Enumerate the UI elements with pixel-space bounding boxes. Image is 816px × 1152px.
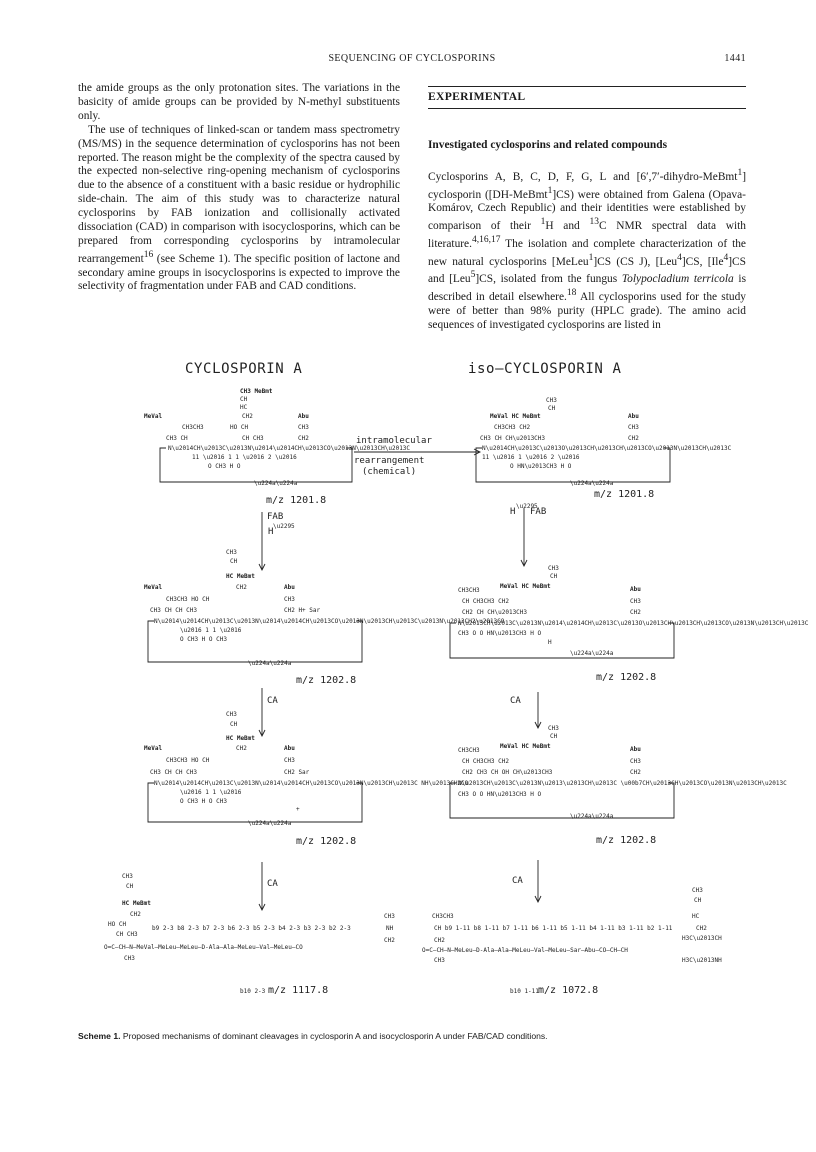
svg-text:HC: HC [692,913,700,920]
superscript: 4 [723,252,729,263]
svg-text:N\u2014\u2014CH\u2013C\u2013N\: N\u2014\u2014CH\u2013C\u2013N\u2014\u2014CH\u2013CO\u2013N\u2013CH\u2013C\u2013N\u2013CH2\u2013CO [154,618,505,625]
svg-text:CH: CH [230,558,238,565]
svg-text:HC MeBmt: HC MeBmt [122,900,151,907]
svg-text:CH3: CH3 [226,549,237,556]
mz-1202-left-a: m/z 1202.8 [296,675,357,686]
ca-label-right-2: CA [512,876,523,886]
paragraph-msms [78,124,400,295]
b10-fragment-right [422,887,722,964]
svg-text:CH3CH3 HO CH: CH3CH3 HO CH [166,757,210,764]
sequence-left: O=C–CH–N–MeVal–MeLeu–MeLeu–D-Ala–Ala–MeLeu–Val–MeLeu–CO [104,944,303,951]
mz-1201-right: m/z 1201.8 [594,489,655,500]
svg-text:CH CH3CH3 CH2: CH CH3CH3 CH2 [462,758,509,765]
cyclosporin-a-title: CYCLOSPORIN A [185,361,303,377]
svg-text:CH3: CH3 [548,725,559,732]
svg-text:Abu: Abu [298,413,309,420]
svg-text:+: + [296,806,300,813]
svg-text:CH2 CH CH\u2013CH3: CH2 CH CH\u2013CH3 [462,609,528,616]
ref-superscript: 16 [143,249,154,260]
mz-1072: m/z 1072.8 [538,985,599,996]
svg-text:O CH3 H O CH3: O CH3 H O CH3 [180,636,227,643]
svg-text:N\u2014CH\u2013C\u2013O\u2013C: N\u2014CH\u2013C\u2013O\u2013CH\u2013CH\u2013CO\u2013N\u2013CH\u2013C [482,445,732,452]
svg-text:\u224a\u224a: \u224a\u224a [248,820,292,827]
svg-text:CH2: CH2 [696,925,707,932]
svg-text:CH2: CH2 [298,435,309,442]
svg-text:CH3 CH CH\u2013CH3: CH3 CH CH\u2013CH3 [480,435,546,442]
svg-text:O CH3 H O: O CH3 H O [208,463,241,470]
svg-text:CH3 CH: CH3 CH [166,435,188,442]
svg-text:NH: NH [386,925,394,932]
svg-text:CH3: CH3 [546,397,557,404]
caption-label: Scheme 1. [78,1031,121,1041]
svg-text:CH: CH [126,883,134,890]
svg-text:N\u2013CH\u2013C\u2013N\u2014\: N\u2013CH\u2013C\u2013N\u2014\u2014CH\u2013C\u2013O\u2013CH\u2013CH\u2013CO\u2013N\u2013CH\u2013C [458,620,809,627]
text-run: All cyclosporins used for the study were of better than 98% purity (HPLC grade). The amino acid sequences of investigated cyclosporins are listed in [428,290,746,331]
svg-text:11 \u2016 1 1 \u2: 11 \u2016 1 1 \u2016 2 \u2016 [192,454,297,461]
svg-text:N\u2013CH\u2013C\u2013N\u2013\: N\u2013CH\u2013C\u2013N\u2013\u2013CH\u2013C \u00b7CH\u2013CH\u2013CO\u2013N\u2013CH\u2013C [458,780,787,787]
svg-text:HC MeBmt: HC MeBmt [226,573,255,580]
running-head-title: SEQUENCING OF CYCLOSPORINS [328,53,496,64]
svg-text:MeVal HC MeBmt: MeVal HC MeBmt [490,413,541,420]
ca-label-right-1: CA [510,696,521,706]
h-plus-left: H [268,527,274,537]
paragraph-msms-end: (see Scheme 1). The specific position of lactone and secondary amine groups in isocyclosporins is expected to improve the selectivity of fragmentation under FAB and CAD conditions. [78,252,400,293]
superscript: 18 [566,287,577,298]
svg-text:\u224a\u224a: \u224a\u224a [570,813,614,820]
svg-text:\u224a\u224a: \u224a\u224a [248,660,292,667]
svg-text:CH3: CH3 [434,957,445,964]
text-run: ]CS, isolated from the fungus [475,273,622,286]
superscript: 1 [588,252,594,263]
svg-text:O HN\u2013CH3 H O: O HN\u2013CH3 H O [510,463,572,470]
text-run: H and [545,219,590,232]
svg-text:MeVal HC MeBmt: MeVal HC MeBmt [500,743,551,750]
text-run: Cyclosporins A, B, C, D, F, G, L and [6′,7′-dihydro-MeBmt [428,170,738,183]
scheme-caption [78,1031,746,1041]
superscript: 4,16,17 [471,234,501,245]
text-run: ]CS and [Leu [428,255,746,286]
text-run: The isolation and complete characterization of the new natural cyclosporins [MeLeu [428,237,746,268]
mz-1202-left-b: m/z 1202.8 [296,836,357,847]
text-run: C NMR spectral data with literature. [428,219,746,250]
svg-text:CH CH3CH3 CH2: CH CH3CH3 CH2 [462,598,509,605]
svg-text:CH3 MeBmt: CH3 MeBmt [240,388,273,395]
svg-text:H3C\u2013NH: H3C\u2013NH [682,957,722,964]
svg-text:\u224a\u224a: \u224a\u224a [570,650,614,657]
svg-text:CH3: CH3 [548,565,559,572]
svg-text:CH3: CH3 [122,873,133,880]
svg-text:CH3: CH3 [692,887,703,894]
ring-opened-iso-cyclosporin-structure [450,725,787,820]
protonated-iso-cyclosporin-structure [450,565,809,658]
fab-label-right: FAB [530,507,547,517]
svg-text:11 \u2016 1: 11 \u2016 1 \u2016 2 \u2016 [482,454,580,461]
svg-text:CH2 CH3 CH OH CH\u2013CH3: CH2 CH3 CH OH CH\u2013CH3 [462,769,553,776]
svg-text:CH3CH3: CH3CH3 [458,587,480,594]
svg-text:CH3 O O HN\u2013CH: CH3 O O HN\u2013CH3 H O [458,630,542,637]
superscript: 1 [540,217,546,228]
svg-text:CH3CH3 CH2: CH3CH3 CH2 [494,424,531,431]
text-run: ]CS, [Ile [681,255,724,268]
svg-text:CH3: CH3 [226,711,237,718]
svg-text:N\u2014CH\u2013C\u2013N\u2014\: N\u2014CH\u2013C\u2013N\u2014\u2014CH\u2013CO\u2013N\u2013CH\u2013C [168,445,411,452]
svg-text:CH3: CH3 [284,596,295,603]
mz-1202-right-b: m/z 1202.8 [596,835,657,846]
svg-text:CH: CH [230,721,238,728]
svg-text:CH3 CH CH CH3: CH3 CH CH CH3 [150,607,197,614]
superscript: 13 [589,217,599,228]
sequence-right: O=C–CH–N–MeLeu–D-Ala–Ala–MeLeu–Val–MeLeu–Sar–Abu–CO–CH–CH [422,947,628,954]
section-title-experimental: EXPERIMENTAL [428,86,746,109]
svg-text:MeVal HC MeBmt: MeVal HC MeBmt [500,583,551,590]
svg-text:CH3: CH3 [298,424,309,431]
text-run: is described in detail elsewhere. [428,273,746,303]
svg-text:CH2: CH2 [628,435,639,442]
text-run: ] cyclosporin ([DH-MeBmt [428,170,746,201]
svg-text:CH3: CH3 [630,598,641,605]
ring-opened-cyclosporin-structure [144,711,469,827]
svg-text:CH2 H+ Sar: CH2 H+ Sar [284,607,321,614]
b10-fragment-left [104,873,395,962]
svg-text:CH2: CH2 [242,413,253,420]
svg-text:MeVal: MeVal [144,413,163,420]
fab-label-left: FAB [267,512,284,522]
svg-text:CH CH3: CH CH3 [116,931,138,938]
svg-text:Abu: Abu [628,413,639,420]
text-run: ]CS) were obtained from Galena (Opava-Komárov, Czech Republic) and their identities were established by comparison of their [428,188,746,232]
fungus-name: Tolypocladium terricola [621,273,734,286]
svg-text:CH3 O O HN\u2013: CH3 O O HN\u2013CH3 H O [458,791,542,798]
svg-text:CH3CH3 HO CH: CH3CH3 HO CH [166,596,210,603]
ca-label-left-1: CA [267,696,278,706]
svg-text:CH3CH3: CH3CH3 [182,424,204,431]
paragraph-msms-text: The use of techniques of linked-scan or tandem mass spectrometry (MS/MS) in the sequence determination of cyclosporins has not been reported. The reason might be the complexity of the spectra caused by the expected non-selective ring-opening mechanism of cyclosporins due to the absence of a constituent with a basic residue or hydrophilic side-chain. The aim of this study was to characterize natural cyclosporins by FAB ionization and collisionally activated dissociation (CAD) in comparison with isocyclosporins, which can be prepared from corresponding cyclosporins by intramolecular rearrangement [78,123,400,265]
svg-text:CH3: CH3 [630,758,641,765]
svg-text:CH3: CH3 [124,955,135,962]
svg-text:HO CH: HO CH [108,921,127,928]
caption-text: Proposed mechanisms of dominant cleavages in cyclosporin A and isocyclosporin A under FAB/CAD conditions. [120,1031,548,1041]
svg-text:\u2295: \u2295 [516,503,538,510]
iso-cyclosporin-a-title: iso–CYCLOSPORIN A [468,361,622,377]
svg-text:\u2295: \u2295 [273,523,295,530]
svg-text:O CH3 H O CH3: O CH3 H O CH3 [180,798,227,805]
svg-text:Abu: Abu [284,745,295,752]
mz-1201-left: m/z 1201.8 [266,495,327,506]
svg-text:CH2: CH2 [236,584,247,591]
right-column [428,82,746,332]
svg-text:CH3CH3: CH3CH3 [458,747,480,754]
svg-text:CH3: CH3 [628,424,639,431]
text-run: ]CS (CS J), [Leu [593,255,678,268]
svg-text:HC: HC [240,404,248,411]
protonated-cyclosporin-structure [144,549,505,667]
h-plus-right: H [510,507,516,517]
svg-text:MeVal: MeVal [144,745,163,752]
svg-text:CH2: CH2 [384,937,395,944]
svg-text:CH3: CH3 [384,913,395,920]
arrow-label-intramolecular: intramolecular [356,436,432,446]
superscript: 5 [470,270,476,281]
svg-text:CH2: CH2 [630,769,641,776]
left-column [78,82,400,294]
svg-text:CH2: CH2 [130,911,141,918]
mz-1202-right-a: m/z 1202.8 [596,672,657,683]
paragraph-amide: the amide groups as the only protonation sites. The variations in the basicity of amide groups can be provided by N-methyl substituents only. [78,82,400,122]
svg-text:\u224a\u224a: \u224a\u224a [254,480,298,487]
svg-text:CH: CH [550,733,558,740]
ion-label-left: b10 2-3 [240,988,266,995]
superscript: 1 [737,167,743,178]
superscript: 1 [547,185,553,196]
svg-text:Abu: Abu [284,584,295,591]
svg-text:b9 2-3 b8 2-3 b7 2-3 b6 2-3: b9 2-3 b8 2-3 b7 2-3 b6 2-3 b5 2-3 b4 2-3 b3 2-3 b2 2-3 [152,925,351,932]
svg-text:Abu: Abu [630,746,641,753]
svg-text:H3C\u2013CH: H3C\u2013CH [682,935,722,942]
subsection-title: Investigated cyclosporins and related compounds [428,138,668,151]
svg-text:H: H [548,639,552,646]
svg-text:CH: CH [550,573,558,580]
paragraph-investigated [428,167,746,333]
svg-text:CH: CH [548,405,556,412]
svg-text:\u2016 1 1 \u2: \u2016 1 1 \u2016 [180,627,242,634]
svg-text:CH b9 1-11 b8 1-11 b7 1-1: CH b9 1-11 b8 1-11 b7 1-11 b6 1-11 b5 1-11 b4 1-11 b3 1-11 b2 1-11 [434,925,673,932]
arrow-label-rearrangement: rearrangement [354,456,425,466]
arrow-label-chemical: (chemical) [362,467,417,477]
superscript: 4 [677,252,682,263]
svg-text:HC MeBmt: HC MeBmt [226,735,255,742]
ion-label-right: b10 1-11 [510,988,539,995]
scheme-1-figure [70,356,809,1016]
svg-text:CH3 CH CH CH3: CH3 CH CH CH3 [150,769,197,776]
iso-cyclosporin-a-structure [476,397,732,487]
svg-text:CH2: CH2 [630,609,641,616]
svg-text:CH CH3: CH CH3 [242,435,264,442]
svg-text:CH2: CH2 [434,937,445,944]
svg-text:MeVal: MeVal [144,584,163,591]
ca-label-left-2: CA [267,879,278,889]
svg-text:CH3: CH3 [284,757,295,764]
svg-text:Abu: Abu [630,586,641,593]
svg-text:CH: CH [240,396,248,403]
svg-text:CH: CH [694,897,702,904]
svg-text:\u224a\u224a: \u224a\u224a [570,480,614,487]
mz-1117: m/z 1117.8 [268,985,329,996]
page-number: 1441 [724,53,746,64]
svg-text:CH2 Sar: CH2 Sar [284,769,310,776]
svg-text:N\u2014\u2014CH\u2013C\u2013N\: N\u2014\u2014CH\u2013C\u2013N\u2014\u2014CH\u2013CO\u2013N\u2013CH\u2013C NH\u2013CH2CO [154,780,469,787]
svg-text:HO CH: HO CH [230,424,249,431]
svg-text:\u2016 1 1 \u2: \u2016 1 1 \u2016 [180,789,242,796]
svg-text:CH3CH3: CH3CH3 [432,913,454,920]
svg-text:CH2: CH2 [236,745,247,752]
